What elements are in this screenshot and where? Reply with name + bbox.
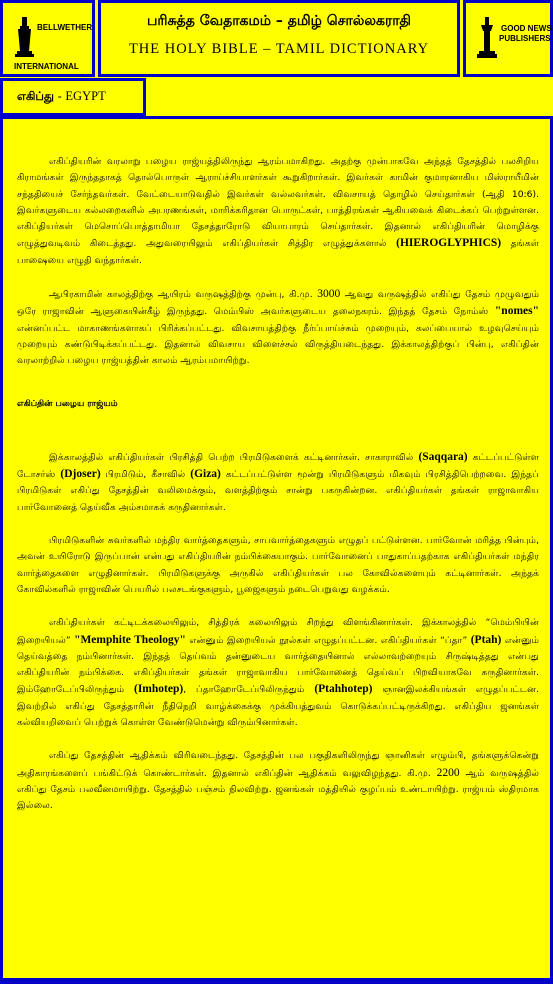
term-memphite-theology: "Memphite Theology" [74,633,186,646]
paragraph-2 [17,286,539,369]
p3-text-a: இக்காலத்தில் எகிப்தியர்கள் பிரசித்தி பெற்ற பிரமிடுகளைக் கட்டினார்கள். சாகாராவில் [49,451,419,463]
p3-text-b: கட்டப்பட்டுள்ள டோசர்ஸ் [17,451,539,481]
breadcrumb-tamil: எகிப்து [17,89,54,103]
paragraph-5 [17,615,539,731]
term-imhotep: (Imhotep) [134,683,184,696]
year-3000: 3000 [317,288,341,301]
p5-text-b: என்னும் இறையியல் நூல்கள் எழுதப்பட்டன. எகிப்தியர்கள் “ப்தா” [185,634,471,646]
logo-left-line2: INTERNATIONAL [13,62,79,71]
p5-text-a: எகிப்தியர்கள் கட்டிடக்கலையிலும், சித்திரக் கலையிலும் சிறந்து விளங்கினார்கள். இக்காலத்தில் “மெம்பியின் இறையியல்” [17,617,539,646]
term-hieroglyphics: (HIEROGLYPHICS) [396,237,502,250]
logo-right-line2: PUBLISHERS [499,34,551,43]
good-news-logo [463,0,553,77]
breadcrumb [0,78,146,116]
breadcrumb-english: EGYPT [65,89,106,103]
paragraph-6 [17,748,539,814]
term-ptahhotep: (Ptahhotep) [314,683,373,696]
term-ptah: (Ptah) [470,633,502,646]
paragraph-1 [17,154,539,269]
paragraph-4: பிரமிடுகளின் சுவர்களில் மந்திர வார்த்தைகளும், சாபவார்த்தைகளும் எழுதப் பட்டுள்ளன. பார்வோன் மரித்த பின்பும், அவன் உயிரோடு இருப்பான் என்பது எகிப்தியரின் நம்பிக்கையாகும். பார்வோனைப் பாதுகாப்பதற்காக எகிப்தியர்கள் மந்திர வார்த்தைகளை எழுதினார்கள். பிரமிடுகளுக்கு அருகில் எகிப்தியர்கள் பல கோவில்களையும் கட்டினார்கள். அந்தக் கோவில்களில் ராஜாவின் பெயரில் பலசடங்குகளும், பூஜைகளும் நடைபெறுவது வழக்கம். [17,535,539,595]
title-tamil: பரிசுத்த வேதாகமம் – தமிழ் சொல்லகராதி [147,13,411,29]
p2-text-c: என்னப்பட்ட மாகாணங்களாகப் பிரிக்கப்பட்டது. விவசாயத்திற்கு நீர்ப்பாய்ச்சும் முறையும், கலப்பையால் உழவுசெய்யும் முறையும் கண்டுபிடிக்கப்பட்டது. இதனால் விவசாய விளைச்சல் விருத்தியடைந்தது. இக்காலத்திற்குப் பின்பு, எகிப்தின் வரலாற்றில் பழைய ராஜ்யத்தின் காலம் ஆரம்பமாயிற்று. [17,322,539,367]
p6-text-b: ஆம் வருஷத்தில் எகிப்து தேசம் பலவீனமாயிற்று. தேசத்தில் பஞ்சம் நிலவிற்று. ஜனங்கள் மத்தியில் குழப்பம் உண்டாயிற்று. ராஜ்யம் ஸ்திரமாக இல்லை. [17,767,539,812]
p2-text-b: ஆவது வருஷத்தில் எகிப்து தேசம் முழுவதும் ஒரே ராஜாவின் ஆளுகையின்கீழ் இருந்தது. மெம்பிஸ் அவர்களுடைய தலைநகரம். இந்தத் தேசம் நோம்ஸ் [17,289,540,318]
logo-left-line1: BELLWETHER [36,23,92,32]
p3-text-c: பிரமிடும், கீசாவில் [100,469,191,481]
term-saqqara: (Saqqara) [418,450,468,463]
p3-text-d: கட்டப்பட்டுள்ள மூன்று பிரமிடுகளும் மிகவும் பிரசித்திபெற்றவை. இந்தப் பிரமிடுகள் எகிப்து தேசத்தின் வலிமைக்கும், வளத்திற்கும் சான்று பகருகின்றன. எகிப்தியர்கள் தங்கள் ராஜாவாகிய பார்வோனைத் தெய்வீக அம்சமாகக் கருதினார்கள். [17,469,540,513]
p2-text-a: ஆபிரகாமின் காலத்திற்கு ஆயிரம் வருஷத்திற்கு முன்பு, கி.மு. [49,289,318,301]
p5-text-c: என்னும் தெய்வத்தை நம்பினார்கள். இந்தத் தெய்வம் தன்னுடைய வார்த்தையினால் எல்லாவற்றையும் சிருஷ்டித்தது என்பது எகிப்தியரின் நம்பிக்கை. எகிப்தியர்கள் தங்கள் ராஜாவாகிய பார்வோனைத் தெய்வப் பிறவியாகவே கருதினார்கள். இம்ஹோடேப்பிலிருந்தும் [17,634,539,696]
year-2200: 2200 [436,766,460,779]
page-header [0,0,553,80]
good-news-logo-icon [470,11,552,71]
logo-right-line1: GOOD NEWS [501,24,552,33]
p1-text-b: தங்கள் பாஷையை எழுதி வந்தார்கள். [17,238,539,266]
bellwether-logo [0,0,95,77]
article-body [17,154,539,832]
p5-text-e: ஞானஇலக்கியங்கள் எழுதப்பட்டன. இவற்றில் எகிப்து தேசத்தாரின் நீதிநெறி வாழ்க்கைக்கு முக்கியத்துவம் கொடுக்கப்பட்டிருக்கிறது. எகிப்திய ஜனங்கள் கல்வியறிவைப் பெற்றுக் கொள்ள வேண்டுமென்று விரும்பினார்கள். [17,684,539,729]
section-heading: எகிப்தின் பழைய ராஜ்யம் [17,398,118,409]
p1-text-a: எகிப்தியரின் வரலாறு பழைய ராஜ்யத்திலிருந்து ஆரம்பமாகிறது. அதற்கு முன்பாகவே அந்தத் தேசத்தில் பலசிறிய கிராமங்கள் இருந்ததாகத் தொல்பொருள் ஆராய்ச்சியாளர்கள் கூறுகிறார்கள். இவர்கள் காமின் குமாரனாகிய மிஸ்ராயீமின் சந்ததியைச் சேர்ந்தவர்கள். வேட்டையாடுவதில் இவர்கள் வல்லவர்கள். விவசாயத் தொழில் செய்தார்கள் (ஆதி 10:6). இவர்களுடைய கல்லறைகளில் அபரணங்கள், மாரிக்கரிதான பொருட்கள், பாத்திரங்கள் ஆகியவைக் கிடைக்கப் பெற்றுள்ளன. எகிப்தியர்கள் மெசொப்பொத்தாமியா தேசத்தாரோடு வியாபாரம் செய்தார்கள். இதனால் எகிப்தியரின் மொழிக்கு எழுத்துவடிவம் கிடைத்தது. அதுவரையிலும் எகிப்தியர்கள் சித்திர எழுத்துக்களால் [17,156,539,250]
term-djoser: (Djoser) [60,468,101,481]
title-english: THE HOLY BIBLE – TAMIL DICTIONARY [128,41,430,57]
term-giza: (Giza) [190,468,221,481]
title-box [98,0,460,77]
p6-text-a: எகிப்து தேசத்தின் ஆதிக்கம் விரிவடைந்தது. தேசத்தின் பல பகுதிகளிலிருந்து ஞானிகள் எழும்பி, தங்களுக்கென்று அதிகாரங்களைப் பங்கிட்டுக் கொண்டார்கள். இதனால் எகிப்தின் ஆதிக்கம் வலுவிழந்தது. கி.மு. [17,750,539,779]
bellwether-logo-icon [8,11,92,71]
paragraph-3 [17,449,539,516]
breadcrumb-separator: - [57,89,62,103]
p5-text-d: , ப்தாஹோடேப்பிலிருந்தும் [183,684,315,696]
term-nomes: "nomes" [494,305,539,318]
